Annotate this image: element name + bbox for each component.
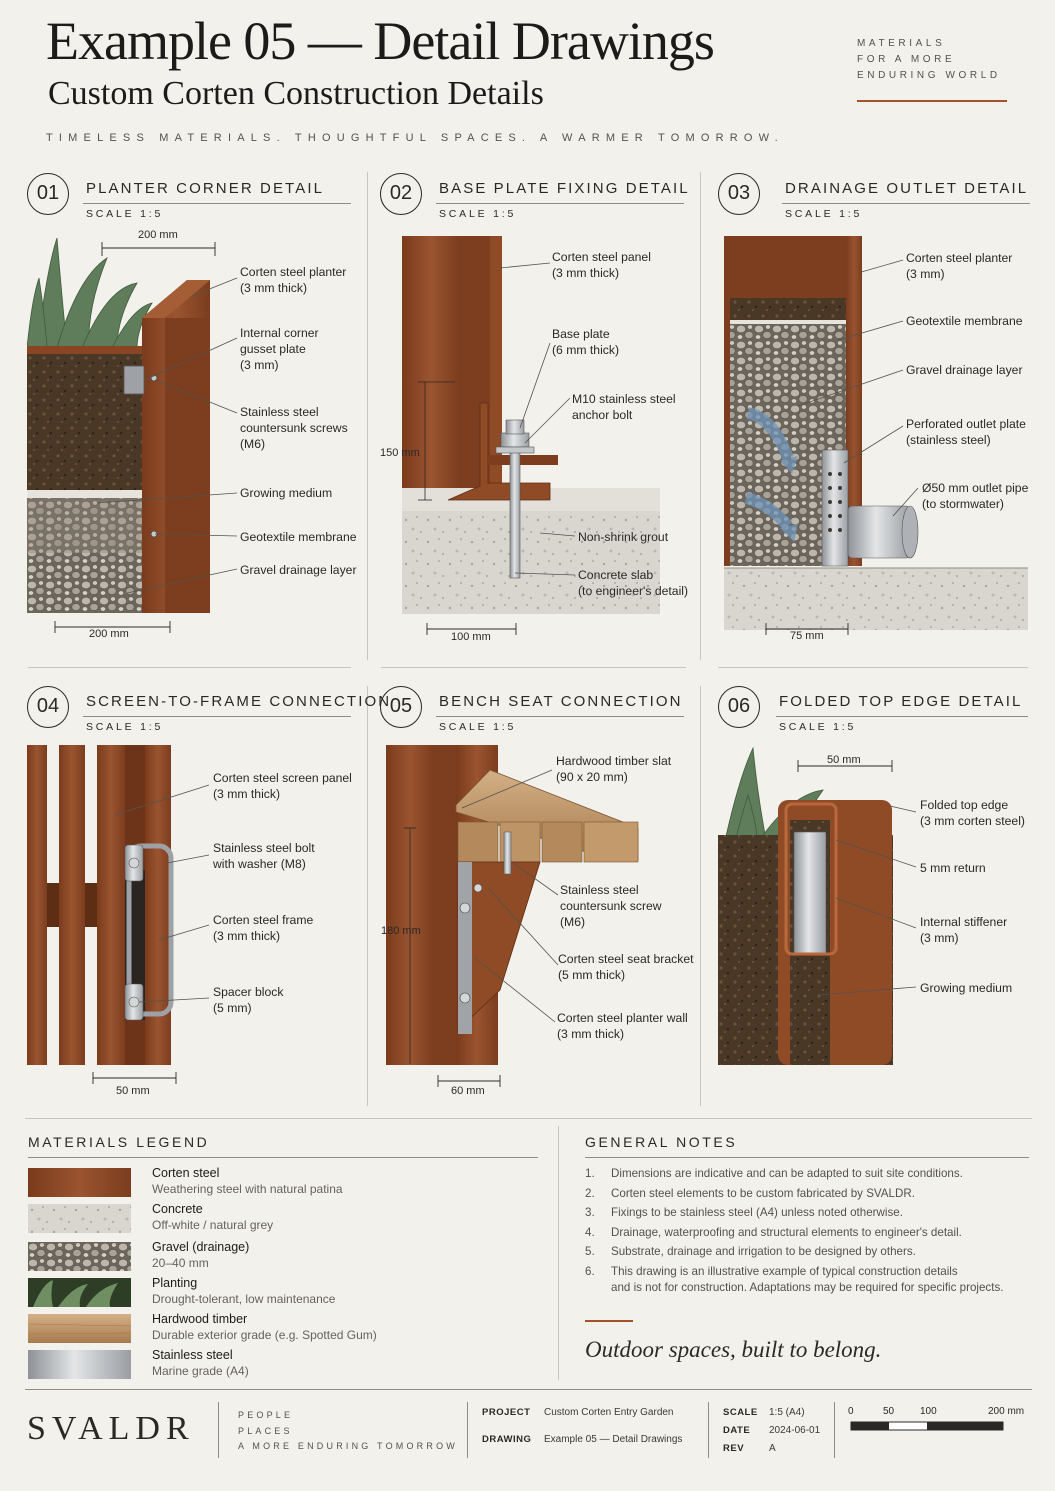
legend-title: MATERIALS LEGEND	[28, 1134, 210, 1150]
rev-value: A	[769, 1443, 776, 1454]
note-item: 5. Substrate, drainage and irrigation to be designed by others.	[585, 1245, 916, 1259]
page-title: Example 05 — Detail Drawings	[46, 11, 714, 71]
section-divider	[558, 1126, 559, 1380]
callout: Corten steel planter (3 mm)	[906, 251, 1013, 281]
detail-number: 01	[27, 173, 69, 215]
callout: M10 stainless steel anchor bolt	[572, 392, 676, 422]
detail-number: 03	[718, 173, 760, 215]
row-divider	[28, 667, 351, 668]
detail-scale: SCALE 1:5	[439, 721, 517, 733]
row-divider	[381, 667, 686, 668]
section-divider	[25, 1118, 1032, 1119]
steel-swatch	[28, 1350, 131, 1379]
row-divider	[718, 667, 1028, 668]
detail-scale: SCALE 1:5	[439, 208, 517, 220]
timber-swatch	[28, 1314, 131, 1343]
dimension-label: 100 mm	[451, 631, 491, 643]
legend-item-name: Gravel (drainage)	[152, 1240, 250, 1254]
gravel-layer	[27, 553, 142, 613]
callout: Corten steel frame (3 mm thick)	[213, 913, 314, 943]
legend-item	[28, 1278, 528, 1310]
callout: Spacer block (5 mm)	[213, 985, 284, 1015]
side-line: FOR A MORE	[857, 54, 956, 65]
footer-divider	[25, 1389, 1032, 1390]
legend-item-name: Concrete	[152, 1202, 203, 1216]
callout: Perforated outlet plate (stainless steel)	[906, 417, 1026, 447]
callout: Geotextile membrane	[240, 530, 357, 544]
footer-divider	[218, 1402, 219, 1458]
title-rule	[83, 716, 351, 717]
detail-title: SCREEN-TO-FRAME CONNECTION	[86, 693, 392, 710]
detail-number: 06	[718, 686, 760, 728]
callout: 5 mm return	[920, 861, 986, 875]
detail-number: 04	[27, 686, 69, 728]
tag-line: A MORE ENDURING TOMORROW	[238, 1441, 458, 1451]
callout: Growing medium	[920, 981, 1013, 995]
notes-list	[585, 1166, 1035, 1300]
scale-label: SCALE	[723, 1407, 758, 1418]
side-line: ENDURING WORLD	[857, 70, 1001, 81]
title-rule	[83, 203, 351, 204]
note-item: 1. Dimensions are indicative and can be adapted to suit site conditions.	[585, 1167, 963, 1180]
note-item: 6. This drawing is an illustrative example of typical construction details and is not for construction. Adaptations may be required for specific projects.	[585, 1264, 1004, 1294]
header-accent-rule	[857, 100, 1007, 102]
dimension-label: 150 mm	[380, 447, 420, 459]
column-divider	[700, 172, 701, 660]
notes-rule	[585, 1157, 1029, 1158]
note-text: Substrate, drainage and irrigation to be designed by others.	[611, 1245, 916, 1259]
callout: Folded top edge (3 mm corten steel)	[920, 798, 1025, 828]
callout: Growing medium	[240, 486, 333, 500]
page-tagline: TIMELESS MATERIALS. THOUGHTFUL SPACES. A WARMER TOMORROW.	[46, 132, 784, 144]
project-value: Custom Corten Entry Garden	[544, 1407, 674, 1418]
callout: Corten steel screen panel (3 mm thick)	[213, 771, 352, 801]
callout: Concrete slab (to engineer's detail)	[578, 568, 689, 598]
page-subtitle: Custom Corten Construction Details	[48, 75, 544, 112]
planting-swatch	[28, 1278, 131, 1307]
footer-divider	[467, 1402, 468, 1458]
date-label: DATE	[723, 1425, 751, 1436]
motto: Outdoor spaces, built to belong.	[585, 1337, 882, 1362]
dimension-label: 180 mm	[381, 925, 421, 937]
brand-logo: SVALDR	[27, 1410, 195, 1447]
legend-item	[28, 1204, 528, 1236]
side-line: MATERIALS	[857, 38, 946, 49]
detail-title: BENCH SEAT CONNECTION	[439, 693, 683, 710]
column-divider	[700, 686, 701, 1106]
legend-item-name: Planting	[152, 1276, 198, 1290]
detail-scale: SCALE 1:5	[86, 208, 164, 220]
note-text: This drawing is an illustrative example of typical construction details and is not for construction. Adaptations may be required for specific projects.	[611, 1264, 1004, 1294]
callout: Gravel drainage layer	[906, 363, 1023, 377]
date-value: 2024-06-01	[769, 1425, 821, 1436]
legend-item-desc: Marine grade (A4)	[152, 1364, 249, 1378]
dimension-label: 75 mm	[790, 630, 824, 642]
callout: Stainless steel bolt with washer (M8)	[213, 841, 315, 871]
legend-item-desc: Off-white / natural grey	[152, 1218, 274, 1232]
legend-item	[28, 1168, 528, 1200]
dimension-label: 200 mm	[138, 229, 178, 241]
dimension-label: 200 mm	[89, 628, 129, 640]
legend-item-desc: Durable exterior grade (e.g. Spotted Gum)	[152, 1328, 377, 1342]
detail-number: 05	[380, 686, 422, 728]
note-item: 4. Drainage, waterproofing and structural elements to engineer's detail.	[585, 1225, 962, 1239]
concrete-swatch	[28, 1204, 131, 1233]
corten-swatch	[28, 1168, 131, 1197]
note-text: Dimensions are indicative and can be adapted to suit site conditions.	[611, 1167, 963, 1180]
gravel-swatch	[28, 1242, 131, 1271]
detail-title: BASE PLATE FIXING DETAIL	[439, 180, 690, 197]
legend-item-name: Stainless steel	[152, 1348, 233, 1362]
callout: Stainless steel countersunk screw (M6)	[560, 883, 662, 929]
tag-line: PLACES	[238, 1425, 293, 1436]
plant-foliage	[27, 238, 152, 348]
rev-label: REV	[723, 1443, 745, 1454]
legend-rule	[28, 1157, 538, 1158]
title-rule	[436, 716, 684, 717]
title-rule	[782, 203, 1030, 204]
dimension-label: 60 mm	[451, 1085, 485, 1097]
tag-line: PEOPLE	[238, 1410, 294, 1420]
detail-number: 02	[380, 173, 422, 215]
legend-item	[28, 1314, 528, 1346]
footer-divider	[708, 1402, 709, 1458]
callout: Base plate (6 mm thick)	[552, 327, 620, 357]
note-text: Fixings to be stainless steel (A4) unless noted otherwise.	[611, 1206, 903, 1220]
detail-title: DRAINAGE OUTLET DETAIL	[785, 180, 1029, 197]
dimension-label: 50 mm	[827, 754, 861, 766]
callout: Ø50 mm outlet pipe (to stormwater)	[922, 481, 1029, 511]
callout: Stainless steel countersunk screws (M6)	[240, 405, 348, 451]
detail-scale: SCALE 1:5	[785, 208, 863, 220]
callout: Non-shrink grout	[578, 530, 669, 544]
legend-item	[28, 1242, 528, 1274]
detail-scale: SCALE 1:5	[86, 721, 164, 733]
detail-scale: SCALE 1:5	[779, 721, 857, 733]
header-side-text	[857, 36, 1037, 84]
legend-item	[28, 1350, 528, 1382]
scale-value: 1:5 (A4)	[769, 1407, 805, 1418]
callout: Geotextile membrane	[906, 314, 1023, 328]
callout: Gravel drainage layer	[240, 563, 357, 577]
callout: Internal corner gusset plate (3 mm)	[240, 326, 319, 372]
note-item: 2. Corten steel elements to be custom fabricated by SVALDR.	[585, 1186, 915, 1200]
dimension-label: 50 mm	[116, 1085, 150, 1097]
drawing-label: DRAWING	[482, 1434, 532, 1445]
title-rule	[436, 203, 684, 204]
footer-divider	[834, 1402, 835, 1458]
callout: Hardwood timber slat (90 x 20 mm)	[556, 754, 672, 784]
drawing-value: Example 05 — Detail Drawings	[544, 1434, 683, 1445]
legend-item-name: Corten steel	[152, 1166, 220, 1180]
scalebar-tick: 200 mm	[988, 1406, 1025, 1417]
motto-accent-rule	[585, 1320, 633, 1322]
project-label: PROJECT	[482, 1407, 531, 1418]
column-divider	[367, 686, 368, 1106]
note-text: Drainage, waterproofing and structural elements to engineer's detail.	[611, 1225, 962, 1239]
scalebar-tick: 100	[920, 1406, 937, 1417]
detail-title: PLANTER CORNER DETAIL	[86, 180, 325, 197]
detail-title: FOLDED TOP EDGE DETAIL	[779, 693, 1023, 710]
callout: Corten steel planter (3 mm thick)	[240, 265, 347, 295]
title-rule	[776, 716, 1028, 717]
scale-bar	[850, 1421, 1005, 1433]
footer-tagline	[238, 1408, 458, 1455]
callout: Corten steel planter wall (3 mm thick)	[557, 1011, 688, 1041]
column-divider	[367, 172, 368, 660]
note-text: Corten steel elements to be custom fabricated by SVALDR.	[611, 1186, 915, 1200]
callout: Corten steel seat bracket (5 mm thick)	[558, 952, 694, 982]
scalebar-tick: 0	[848, 1406, 854, 1417]
notes-title: GENERAL NOTES	[585, 1134, 738, 1150]
legend-item-desc: Drought-tolerant, low maintenance	[152, 1292, 336, 1306]
callout: Internal stiffener (3 mm)	[920, 915, 1008, 945]
callout: Corten steel panel (3 mm thick)	[552, 250, 651, 280]
legend-item-name: Hardwood timber	[152, 1312, 248, 1326]
note-item: 3. Fixings to be stainless steel (A4) unless noted otherwise.	[585, 1206, 903, 1220]
legend-item-desc: Weathering steel with natural patina	[152, 1182, 343, 1196]
scalebar-tick: 50	[883, 1406, 895, 1417]
legend-item-desc: 20–40 mm	[152, 1256, 209, 1270]
